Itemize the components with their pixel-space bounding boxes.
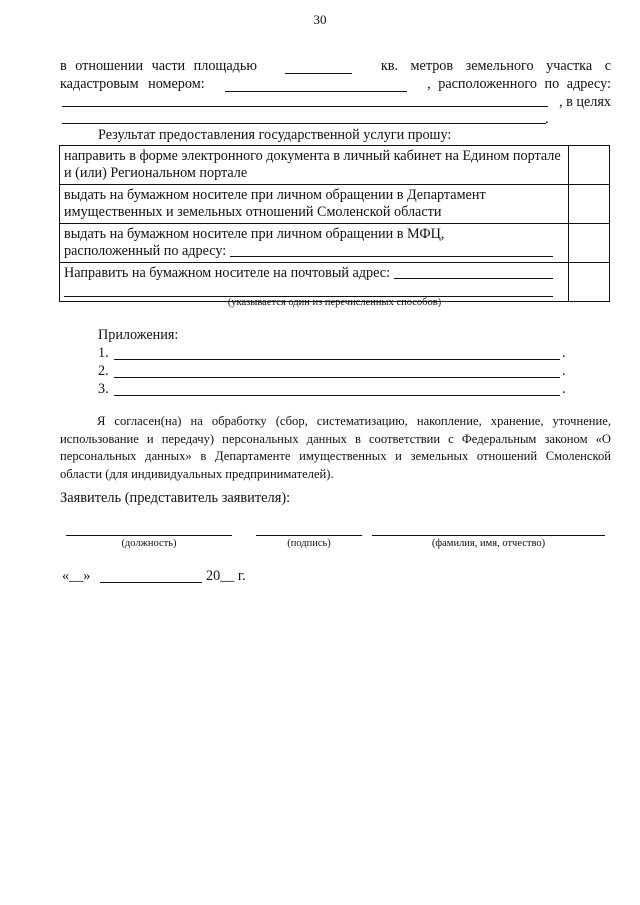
full-name-caption: (фамилия, имя, отчество) bbox=[431, 538, 546, 549]
applicant-heading: Заявитель (представитель заявителя): bbox=[60, 490, 291, 506]
option-checkbox[interactable] bbox=[569, 224, 610, 263]
option-text: расположенный по адресу: bbox=[64, 243, 227, 259]
intro-text: , в целях bbox=[559, 94, 611, 110]
date-month-field[interactable] bbox=[100, 582, 202, 583]
purpose-field[interactable] bbox=[62, 123, 546, 124]
intro-text: кадастровым номером: bbox=[60, 76, 205, 92]
result-options-table bbox=[59, 145, 610, 302]
options-note: (указывается один из перечисленных способов) bbox=[227, 297, 442, 308]
option-cell bbox=[60, 263, 569, 302]
address-field[interactable] bbox=[62, 106, 548, 107]
option-row bbox=[60, 263, 610, 302]
option-text: Направить на бумажном носителе на почтовый адрес: bbox=[64, 265, 391, 281]
option-text: выдать на бумажном носителе при личном обращении в Департамент имущественных и земельных отношений Смоленской области bbox=[60, 185, 569, 224]
postal-address-field-2[interactable] bbox=[64, 282, 553, 297]
mfc-address-field[interactable] bbox=[230, 256, 553, 257]
position-caption: (должность) bbox=[121, 538, 177, 549]
position-field[interactable] bbox=[66, 535, 232, 536]
attachment-period: . bbox=[562, 381, 566, 397]
option-text: направить в форме электронного документа в личный кабинет на Едином портале и (или) Региональном портале bbox=[60, 146, 569, 185]
full-name-field[interactable] bbox=[372, 535, 605, 536]
option-row bbox=[60, 185, 610, 224]
attachment-number: 2. bbox=[98, 363, 109, 379]
option-text: выдать на бумажном носителе при личном обращении в МФЦ, bbox=[64, 226, 445, 242]
signature-field[interactable] bbox=[256, 535, 362, 536]
consent-paragraph: Я согласен(на) на обработку (сбор, систематизацию, накопление, хранение, уточнение, использование и передачу) персональных данных в соответствии с Федеральным законом «О персональных данных» в Департаменте имущественных и земельных отношений Смоленской области (для индивидуальных предпринимателей). bbox=[60, 414, 611, 481]
attachment-field[interactable] bbox=[114, 377, 560, 378]
attachment-item bbox=[98, 345, 568, 362]
cadastral-number-field[interactable] bbox=[225, 91, 407, 92]
option-checkbox[interactable] bbox=[569, 146, 610, 185]
result-heading: Результат предоставления государственной услуги прошу: bbox=[98, 127, 452, 143]
option-checkbox[interactable] bbox=[569, 185, 610, 224]
option-checkbox[interactable] bbox=[569, 263, 610, 302]
area-field[interactable] bbox=[285, 73, 352, 74]
intro-text: , расположенного по адресу: bbox=[427, 76, 611, 92]
intro-text: . bbox=[545, 111, 549, 127]
attachment-item bbox=[98, 381, 568, 398]
option-address-line bbox=[64, 243, 565, 260]
page-number: 30 bbox=[313, 12, 327, 27]
postal-address-field[interactable] bbox=[394, 278, 553, 279]
option-row bbox=[60, 146, 610, 185]
attachment-period: . bbox=[562, 363, 566, 379]
attachment-number: 3. bbox=[98, 381, 109, 397]
intro-text: в отношении части площадью bbox=[60, 58, 257, 74]
signature-caption: (подпись) bbox=[287, 538, 331, 549]
attachments-heading: Приложения: bbox=[98, 327, 179, 343]
attachment-field[interactable] bbox=[114, 359, 560, 360]
date-day: «__» bbox=[62, 568, 91, 584]
date-year: 20__ г. bbox=[206, 568, 246, 584]
intro-text: кв. метров земельного участка с bbox=[380, 58, 611, 74]
attachment-number: 1. bbox=[98, 345, 109, 361]
attachment-period: . bbox=[562, 345, 566, 361]
attachment-item bbox=[98, 363, 568, 380]
option-postal-line bbox=[64, 265, 565, 282]
option-cell bbox=[60, 224, 569, 263]
attachment-field[interactable] bbox=[114, 395, 560, 396]
option-row bbox=[60, 224, 610, 263]
